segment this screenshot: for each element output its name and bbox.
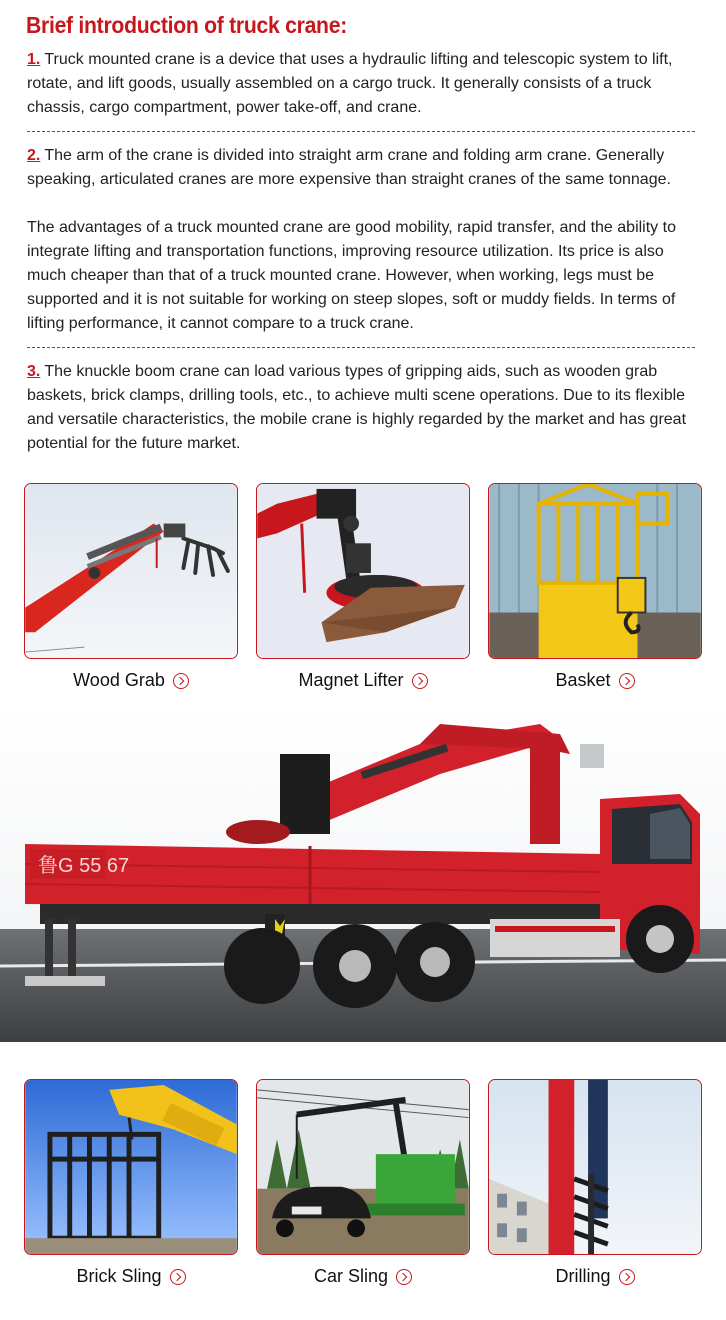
section-3 <box>27 360 707 456</box>
label-text: Drilling <box>555 1266 611 1286</box>
magnet-lifter-image <box>256 483 470 659</box>
basket-image <box>488 483 702 659</box>
label-text: Wood Grab <box>73 670 165 690</box>
arrow-right-circle-icon <box>619 1269 635 1285</box>
dashed-divider <box>27 131 695 132</box>
arrow-right-circle-icon <box>173 673 189 689</box>
attachment-label[interactable] <box>479 1266 711 1287</box>
section-number: 3. <box>27 363 41 380</box>
car-sling-image <box>256 1079 470 1255</box>
section-2 <box>27 144 707 192</box>
section-text: The arm of the crane is divided into straight arm crane and folding arm crane. Generally speaking, articulated cranes are more expensive than straight cranes of the same tonnage. <box>27 147 671 188</box>
attachment-label[interactable] <box>247 1266 479 1287</box>
label-text: Basket <box>555 670 611 690</box>
label-text: Brick Sling <box>76 1266 162 1286</box>
section-1 <box>27 48 707 120</box>
brick-sling-image <box>24 1079 238 1255</box>
drilling-image <box>488 1079 702 1255</box>
wood-grab-image <box>24 483 238 659</box>
label-text: Magnet Lifter <box>298 670 404 690</box>
section-text: The knuckle boom crane can load various types of gripping aids, such as wooden grab baskets, brick clamps, drilling tools, etc., to achieve multi scene operations. Due to its flexible and versatile characteristics, the mobile crane is highly regarded by the market and has great potential for the future market. <box>27 363 687 452</box>
section-number: 2. <box>27 147 41 164</box>
arrow-right-circle-icon <box>170 1269 186 1285</box>
arrow-right-circle-icon <box>396 1269 412 1285</box>
dashed-divider <box>27 347 695 348</box>
arrow-right-circle-icon <box>619 673 635 689</box>
section-text: Truck mounted crane is a device that uses a hydraulic lifting and telescopic system to lift, rotate, and lift goods, usually assembled on a cargo truck. It generally consists of a truck chassis, cargo compartment, power take-off, and crane. <box>27 51 673 116</box>
truck-crane-image <box>0 704 726 1042</box>
plate-text: 鲁G 55 67 <box>38 855 130 877</box>
section-number: 1. <box>27 51 41 68</box>
page-title: Brief introduction of truck crane: <box>26 12 347 38</box>
label-text: Car Sling <box>313 1266 389 1286</box>
attachment-label[interactable] <box>247 670 479 691</box>
attachment-label[interactable] <box>479 670 711 691</box>
section-2-extra: The advantages of a truck mounted crane are good mobility, rapid transfer, and the ability to integrate lifting and transportation functions, improving resource utilization. Its price is also much cheaper than that of a truck mounted crane. However, when working, legs must be supported and it is not suitable for working on steep slopes, soft or muddy fields. In terms of lifting performance, it cannot compare to a truck crane. <box>27 219 676 332</box>
attachment-label[interactable] <box>15 670 247 691</box>
arrow-right-circle-icon <box>412 673 428 689</box>
attachment-label[interactable] <box>15 1266 247 1287</box>
